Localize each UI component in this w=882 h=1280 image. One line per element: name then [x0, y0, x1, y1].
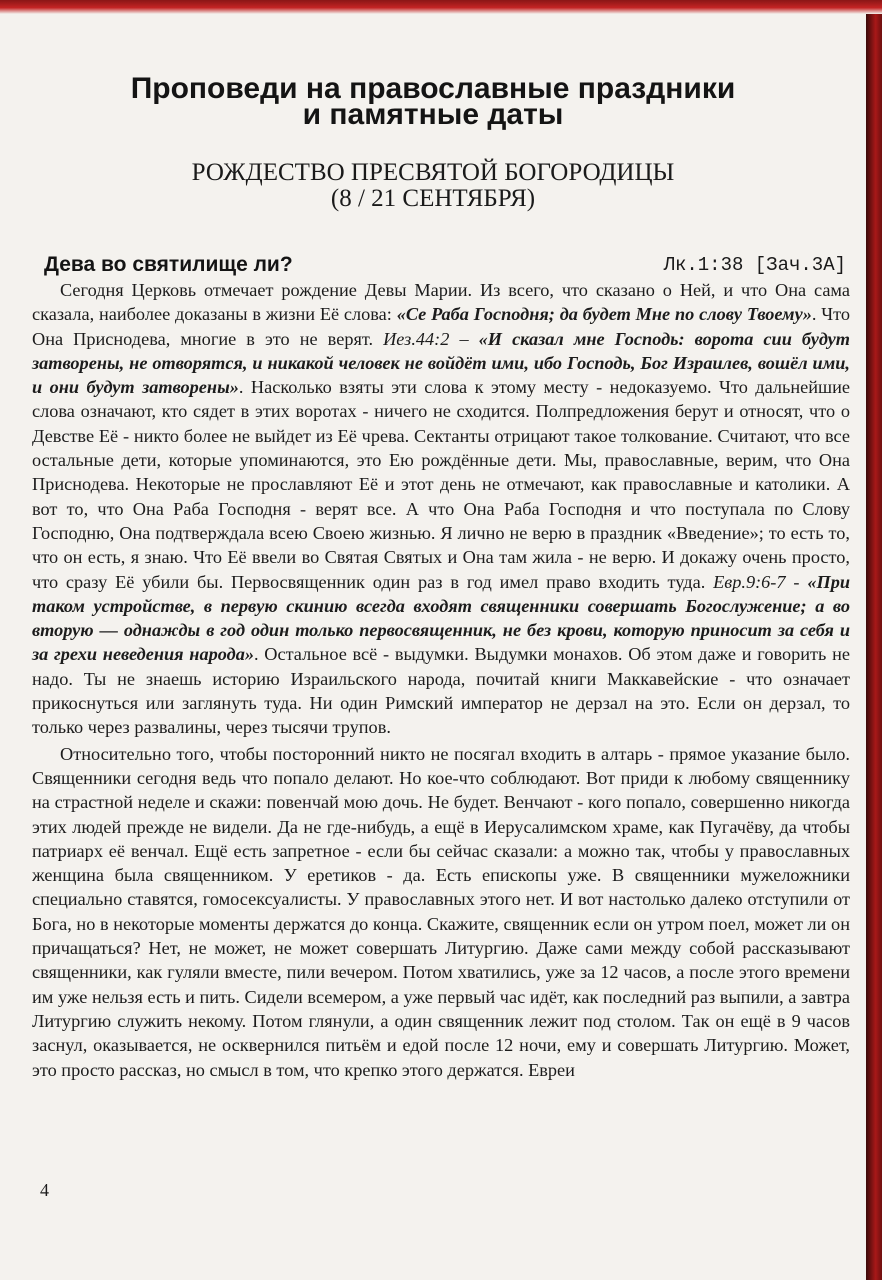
verse-citation: Евр.9:6-7 — [713, 571, 786, 592]
scripture-quote: «При таком устройстве, в первую скинию всегда входят священники совершать Богослужение; а во вторую — однажды в год один только первосвященник, не без крови, которую приносит за себя и за грехи неведения народа» — [32, 571, 850, 665]
text-run: . Насколько взяты эти слова к этому месту - недоказуемо. Что дальнейшие слова означают, кто сядет в этих воротах - ничего не сходится. Полпредложения берут и относят, что о Девстве Её - никто более не выйдет из Её чрева. Сектанты отрицают такое толкование. Считают, что все остальные дети, которые упоминаются, это Ею рождённые дети. Мы, православные, верим, что Она Приснодева. Некоторые не прославляют Её и этот день не отмечают, как православные и католики. А вот то, что Она Раба Господня - верят все. А что Она Раба Господня и что поступала по Слову Господню, Она подтверждала всею Своею жизнью. Я лично не верю в праздник «Введение»; то есть то, что он есть, я знаю. Что Её ввели во Святая Святых и Она там жила - не верю. И докажу очень просто, что сразу Её убили бы. Первосвященник один раз в год имел право входить туда. — [32, 377, 850, 592]
page-number: 4 — [40, 1180, 49, 1200]
scripture-reference: Лк.1:38 [Зач.3А] — [663, 254, 846, 276]
text-run: . Что Она Приснодева, многие в это не верят. — [32, 304, 850, 349]
text-run: – — [449, 328, 479, 349]
book-top-edge — [0, 0, 882, 14]
verse-citation: Иез.44:2 — [383, 328, 450, 349]
text-run: Сегодня Церковь отмечает рождение Девы Марии. Из всего, что сказано о Ней, и что Она сама сказала, наиболее доказаны в жизни Её слова: — [32, 280, 850, 325]
text-run: . Остальное всё - выдумки. Выдумки монахов. Об этом даже и говорить не надо. Ты не знаешь историю Израильского народа, почитай книги Маккавейские - что означает прикоснуться или заглянуть туда. Ни один Римский император не дерзал на это. Если он дерзал, то только через развалины, через тысячи трупов. — [32, 644, 850, 738]
sermon-body — [32, 278, 850, 1082]
feast-date: (8 / 21 СЕНТЯБРЯ) — [330, 185, 536, 212]
paragraph-2: Относительно того, чтобы посторонний никто не посягал входить в алтарь - прямое указание было. Священники сегодня ведь что попало делают. Но кое-что соблюдают. Вот приди к любому священнику на страстной неделе и скажи: повенчай мою дочь. Не будет. Венчают - кого попало, совершенно никогда этих людей прежде не видели. Да не где-нибудь, а ещё в Иерусалимском храме, как Пугачёву, да чтобы патриарх её венчал. Ещё есть запретное - если бы сейчас сказали: а можно так, чтобы у православных женщина была священником. У еретиков - да. Есть епископы уже. В священники мужеложники специально ставятся, гомосексуалисты. У православных этого нет. И вот настолько далеко отступили от Бога, но в некоторые моменты держатся до конца. Скажите, священник если он утром поел, может ли он причащаться? Нет, не может, не может совершать Литургию. Даже сами между собой рассказывают священники, как гуляли вместе, пили вечером. Потом хватились, уже за 12 часов, а после этого времени им уже нельзя есть и пить. Сидели всемером, а уже первый час идёт, как последний раз выпили, а завтра Литургию служить некому. Потом глянули, а один священник лежит под столом. Так он ещё в 9 часов заснул, оказывается, не осквернился питьём и едой после 12 ночи, ему и совершать Литургию. Может, это просто рассказ, но смысл в том, что крепко этого держатся. Евреи — [32, 743, 850, 1080]
section-title: Дева во святилище ли? — [44, 253, 293, 276]
feast-title: РОЖДЕСТВО ПРЕСВЯТОЙ БОГОРОДИЦЫ — [191, 159, 675, 186]
page-title-line-2: и памятные даты — [302, 98, 564, 131]
text-run: - — [785, 571, 808, 592]
book-cover-edge — [866, 0, 882, 1280]
scripture-quote: «И сказал мне Господь: ворота сии будут затворены, не отворятся, и никакой человек не войдёт ими, ибо Господь, Бог Израилев, вошёл ими, и они будут затворены» — [32, 328, 851, 398]
scripture-quote: «Се Раба Господня; да будет Мне по слову Твоему» — [396, 304, 812, 325]
paragraph-1 — [32, 278, 850, 740]
page-title-line-1: Проповеди на православные праздники — [130, 72, 736, 105]
